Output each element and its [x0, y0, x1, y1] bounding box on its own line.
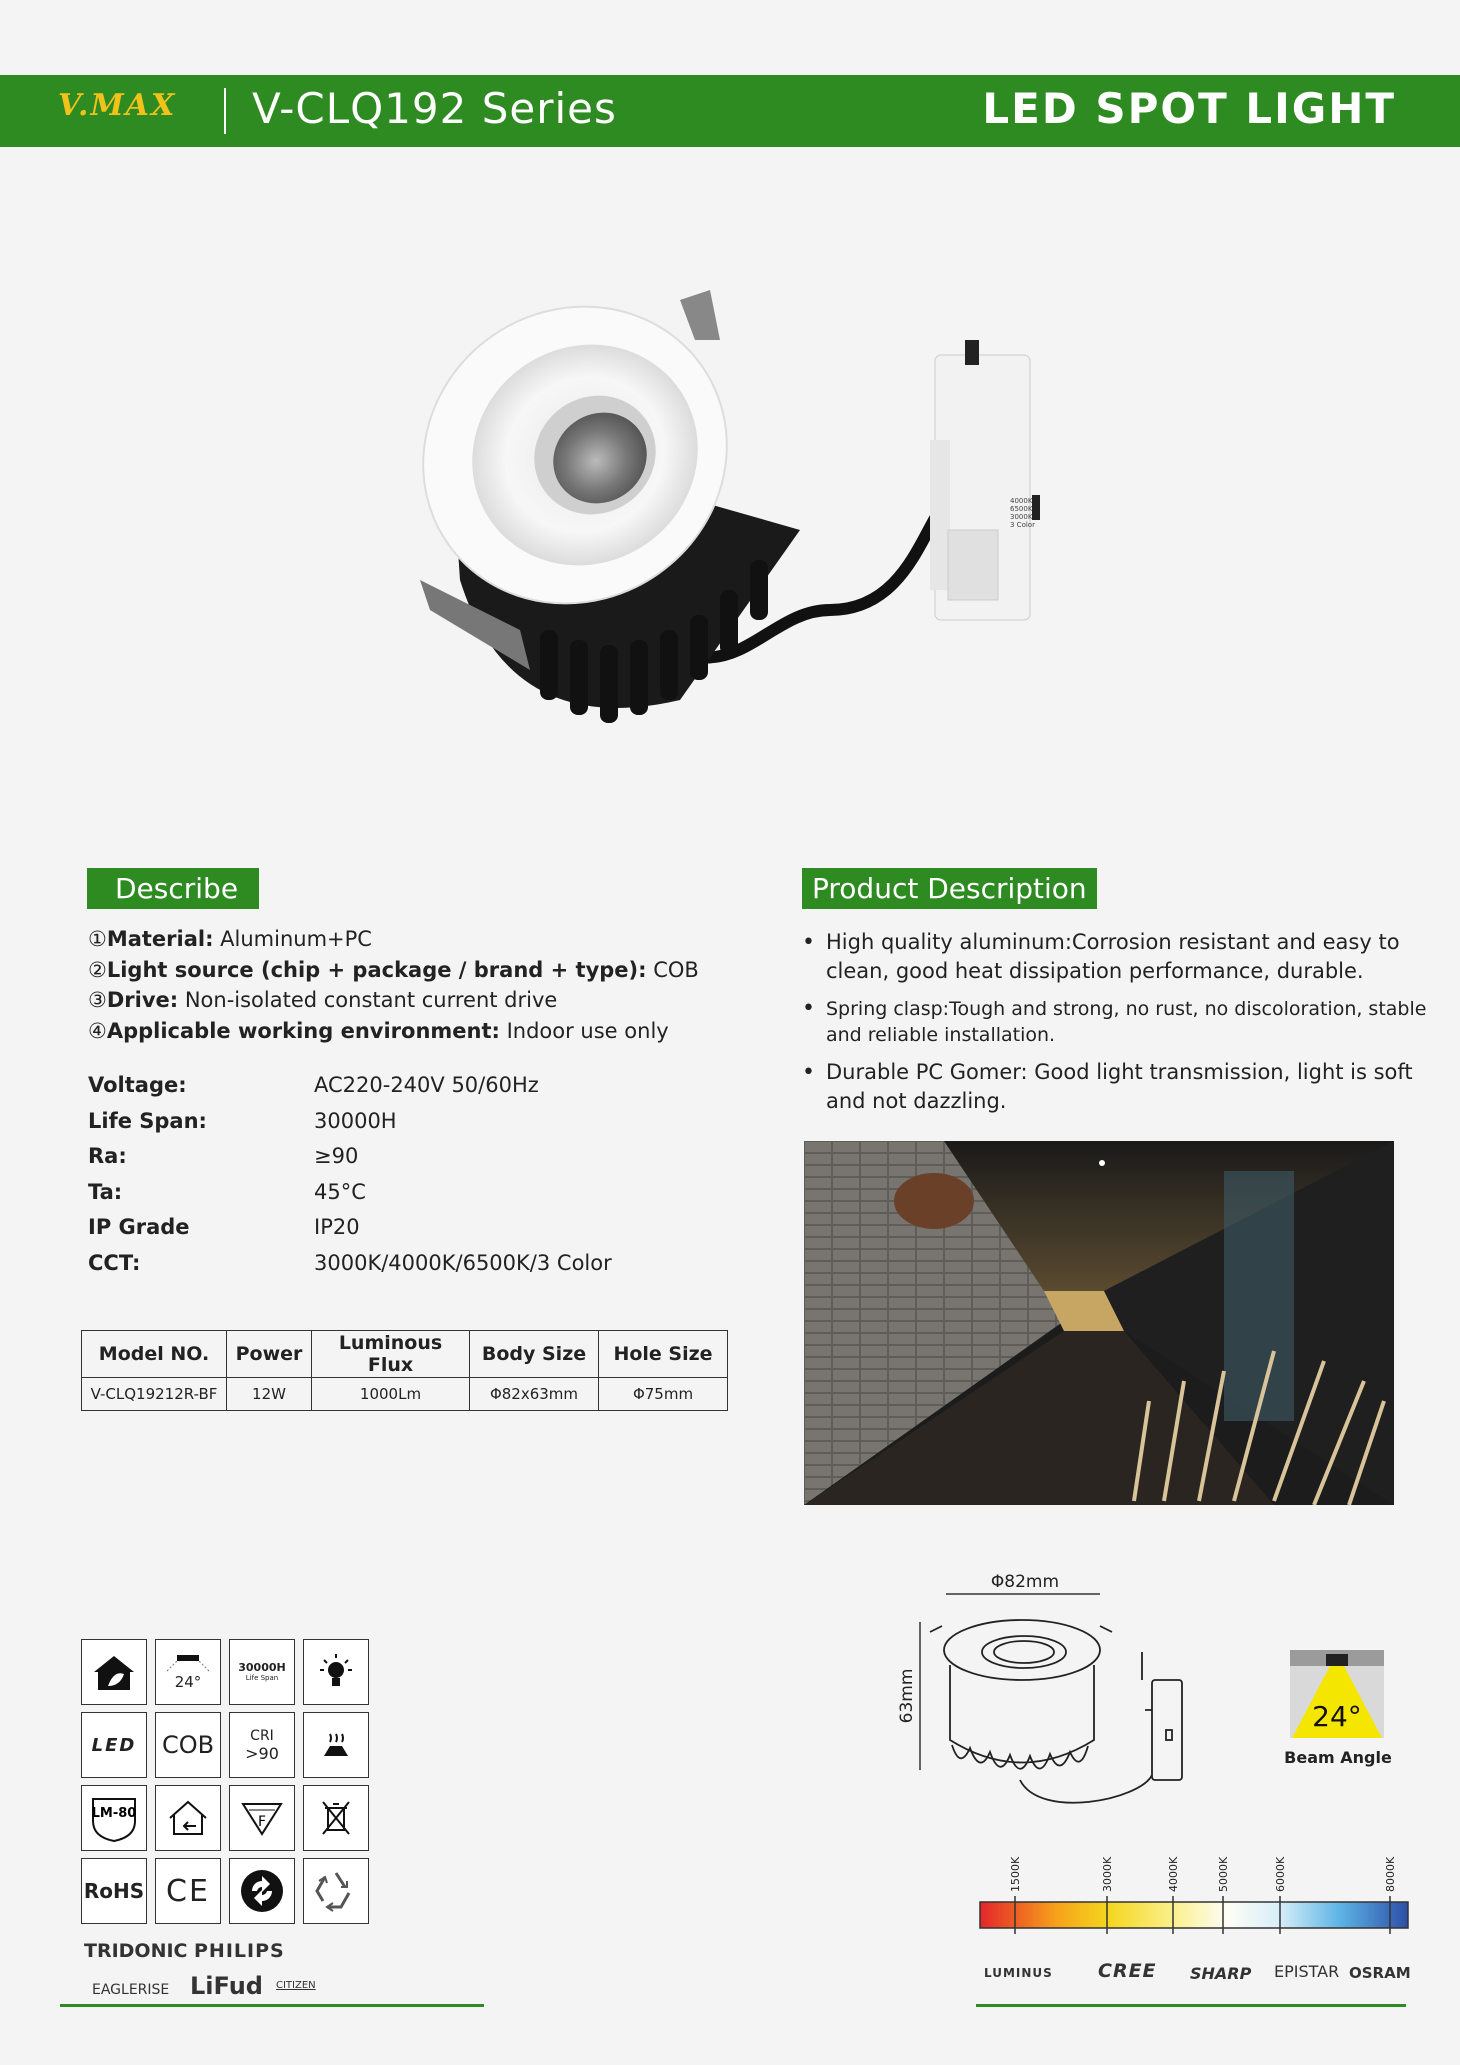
table-row — [82, 1378, 728, 1411]
brand-osram: OSRAM — [1349, 1964, 1411, 1982]
recycle-icon — [303, 1858, 369, 1924]
house-leaf-icon — [81, 1639, 147, 1705]
feature-item: ①Material: Aluminum+PC — [88, 927, 372, 951]
spec-row: CCT: 3000K/4000K/6500K/3 Color — [88, 1250, 612, 1275]
description-bullets — [800, 928, 1440, 1126]
beam-angle-icon: 24° — [155, 1639, 221, 1705]
cct-tick-label: 8000K — [1384, 1856, 1397, 1892]
indoor-icon — [155, 1785, 221, 1851]
brand-epistar: EPISTAR — [1274, 1962, 1340, 1981]
table-cell: V-CLQ19212R-BF — [82, 1378, 227, 1411]
footer-rule-right — [976, 2004, 1406, 2007]
svg-text:4000K6500K3000K3 Color: 4000K 6500K 3000K 3 Color — [1010, 497, 1035, 529]
cct-tick-label: 4000K — [1167, 1856, 1180, 1892]
f-mark-text: F — [257, 1814, 267, 1830]
brand-philips: PHILIPS — [194, 1940, 285, 1962]
table-cell: Φ82x63mm — [470, 1378, 599, 1411]
feature-item: ④Applicable working environment: Indoor use only — [88, 1018, 669, 1043]
spec-row: IP Grade IP20 — [88, 1215, 360, 1239]
lm80-icon — [81, 1785, 147, 1851]
table-header: Model NO. — [82, 1331, 227, 1378]
brand-citizen: CITIZEN — [276, 1980, 316, 1991]
dimension-drawing — [890, 1570, 1210, 1810]
table-header: Luminous Flux — [312, 1331, 470, 1378]
table-header: Body Size — [470, 1331, 599, 1378]
green-dot-icon — [229, 1858, 295, 1924]
f-mark-icon — [229, 1785, 295, 1851]
spec-list — [88, 1068, 612, 1281]
description-item: • Durable PC Gomer: Good light transmission, light is soft and not dazzling. — [800, 1058, 1440, 1116]
category-title: LED SPOT LIGHT — [982, 84, 1396, 133]
table-cell: 1000Lm — [312, 1378, 470, 1411]
cri-icon: CRI >90 — [229, 1712, 295, 1778]
product-image — [380, 280, 1100, 750]
weee-icon — [303, 1785, 369, 1851]
heat-sink-icon — [303, 1712, 369, 1778]
table-header: Hole Size — [599, 1331, 728, 1378]
cct-tick-label: 3000K — [1101, 1856, 1114, 1892]
header-divider — [224, 88, 226, 134]
ce-icon: CE — [155, 1858, 221, 1924]
table-header-row — [82, 1331, 728, 1378]
description-item: • High quality aluminum:Corrosion resistant and easy to clean, good heat dissipation performance, durable. — [800, 928, 1440, 986]
describe-label: Describe — [87, 868, 259, 909]
feature-item: ②Light source (chip + package / brand + type): COB — [88, 957, 699, 982]
brand-sharp: SHARP — [1190, 1964, 1252, 1983]
rohs-icon: RoHS — [81, 1858, 147, 1924]
cob-icon: COB — [155, 1712, 221, 1778]
corridor-scene-photo — [804, 1141, 1394, 1505]
lm80-text: LM-80 — [91, 1806, 137, 1821]
spec-row: Voltage: AC220-240V 50/60Hz — [88, 1073, 539, 1097]
spec-row: Ra: ≥90 — [88, 1144, 359, 1168]
led-icon: LED — [81, 1712, 147, 1778]
description-item: • Spring clasp:Tough and strong, no rust, no discoloration, stable and reliable installation. — [800, 996, 1440, 1048]
cct-tick-label: 1500K — [1009, 1856, 1022, 1892]
brand-cree: CREE — [1098, 1960, 1157, 1982]
table-cell: Φ75mm — [599, 1378, 728, 1411]
diameter-label: Φ82mm — [990, 1572, 1060, 1592]
brand-luminus: LUMINUS — [984, 1966, 1053, 1980]
spec-row: Life Span: 30000H — [88, 1108, 397, 1133]
brand-eaglerise: EAGLERISE — [92, 1982, 170, 1998]
cct-tick-label: 5000K — [1217, 1856, 1230, 1892]
table-header: Power — [227, 1331, 312, 1378]
brand-logo: V.MAX — [58, 88, 177, 123]
feature-item: ③Drive: Non-isolated constant current drive — [88, 988, 558, 1012]
table-cell: 12W — [227, 1378, 312, 1411]
product-description-label: Product Description — [802, 868, 1097, 909]
bulb-icon — [303, 1639, 369, 1705]
spec-row: Ta: 45°C — [88, 1179, 366, 1204]
cct-scale — [975, 1848, 1415, 1948]
height-label: 63mm — [897, 1668, 917, 1724]
footer-rule-left — [60, 2004, 484, 2007]
model-table — [81, 1330, 728, 1411]
beam-angle-value: 24° — [1312, 1700, 1362, 1733]
brand-tridonic: TRIDONIC — [84, 1940, 188, 1962]
brand-lifud: LiFud — [190, 1972, 263, 2000]
beam-angle-graphic — [1290, 1650, 1384, 1738]
feature-list — [88, 924, 699, 1046]
series-title: V-CLQ192 Series — [252, 84, 617, 133]
beam-angle-label: Beam Angle — [1284, 1748, 1392, 1767]
cct-tick-label: 6000K — [1274, 1856, 1287, 1892]
lifespan-icon: 30000H Life Span — [229, 1639, 295, 1705]
